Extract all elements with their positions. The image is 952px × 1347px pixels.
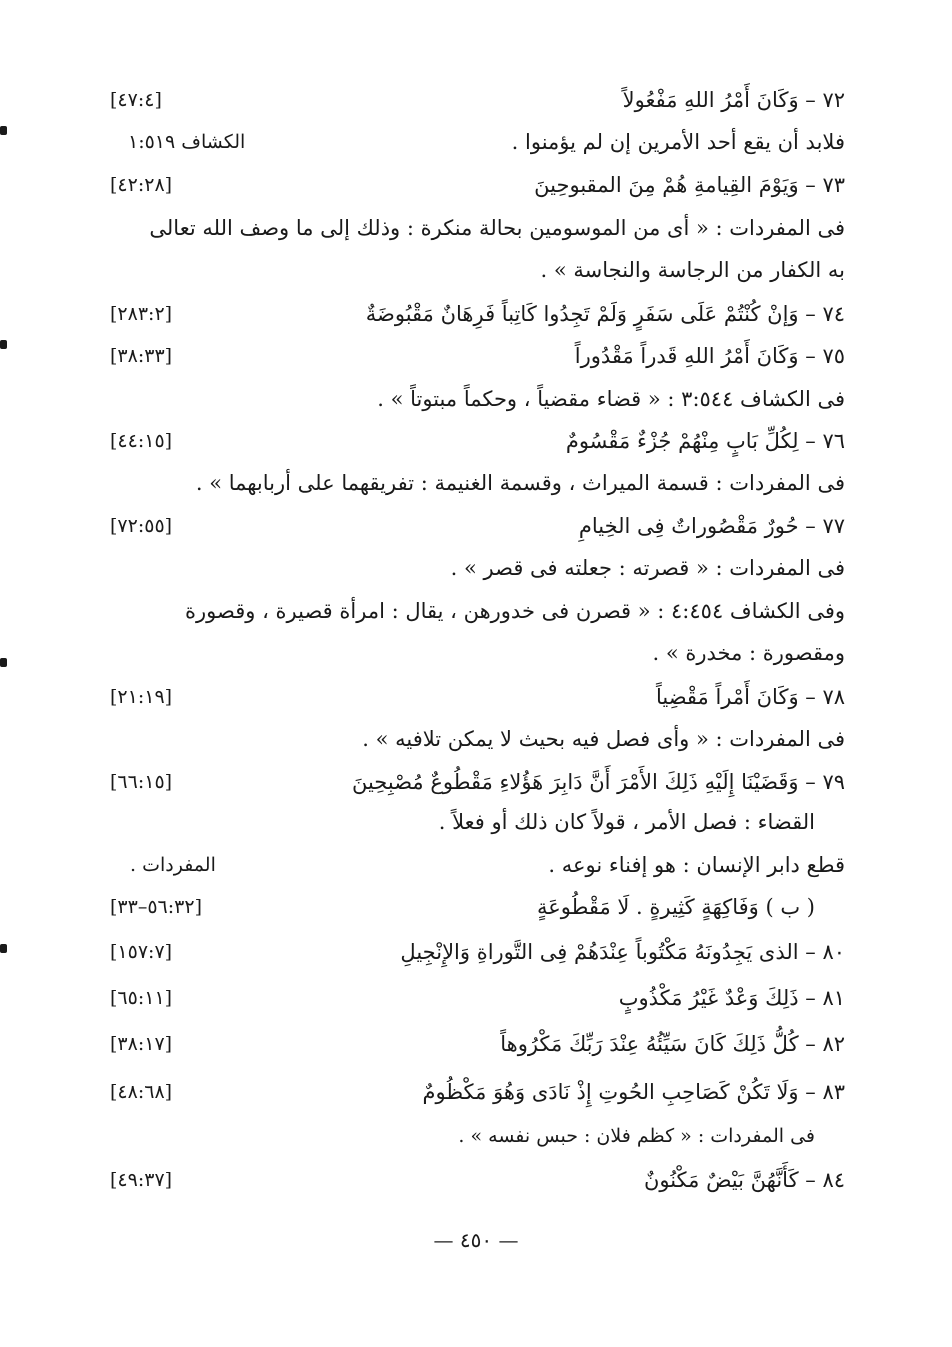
line-text: ٧٦ – لِكُلِّ بَابٍ مِنْهُمْ جُزْءٌ مَقْسُومٌ (565, 429, 845, 453)
binding-mark (0, 944, 7, 953)
text-line (110, 80, 845, 120)
side-note: المفردات . (130, 854, 216, 876)
line-text: ٧٤ – وَإنْ كُنْتُمْ عَلَى سَفَرٍ وَلَمْ تَجِدُوا كَاتِباً فَرِهَانٌ مَقْبُوضَةٌ (365, 302, 845, 326)
text-line (110, 887, 845, 927)
line-text: ٨١ – ذَلِكَ وَعْدٌ غَيْرُ مَكْذُوبٍ (618, 986, 845, 1010)
text-line (110, 1160, 845, 1200)
reference: [٣٨:٣٣] (110, 345, 173, 367)
text-line (110, 250, 845, 290)
line-text: ٧٥ – وَكَانَ أَمْرُ اللهِ قَدراً مَقْدُوراً (574, 344, 845, 368)
line-text: وفى الكشاف ٤:٤٥٤ : « قصرن فى خدورهن ، يقال : امرأة قصيرة ، وقصورة (185, 599, 845, 623)
text-line (110, 978, 845, 1018)
line-text: ٧٢ – وَكَانَ أَمْرُ اللهِ مَفْعُولاً (622, 88, 845, 112)
reference: [٦٥:١١] (110, 987, 173, 1009)
line-text: ٧٩ – وَقَضَيْنَا إِلَيْهِ ذَلِكَ الأَمْرَ أَنَّ دَابِرَ هَؤُلاءِ مَقْطُوعٌ مُصْبِحِينَ (351, 770, 845, 794)
text-line (110, 1072, 845, 1112)
text-line (110, 421, 845, 461)
line-text: فى المفردات : قسمة الميراث ، وقسمة الغنيمة : تفريقهما على أربابهما » . (195, 471, 845, 495)
text-line (110, 336, 845, 376)
line-text: فى المفردات : « قصرته : جعلته فى قصر » . (450, 556, 845, 580)
text-line (110, 294, 845, 334)
line-text: فى المفردات : « أى من الموسومين بحالة منكرة : وذلك إلى ما وصف الله تعالى (149, 216, 845, 240)
line-text: ٨٢ – كُلُّ ذَلِكَ كَانَ سَيِّئُهُ عِنْدَ رَبِّكَ مَكْرُوهاً (500, 1032, 845, 1056)
line-text: فلابد أن يقع أحد الأمرين إن لم يؤمنوا . (511, 130, 845, 154)
text-line (110, 845, 845, 885)
reference: [٤٨:٦٨] (110, 1081, 173, 1103)
text-line (110, 208, 845, 248)
text-line (110, 591, 845, 631)
reference: [٦٦:١٥] (110, 771, 173, 793)
line-text: ٨٤ – كَأَنَّهُنَّ بَيْضٌ مَكْنُونٌ (643, 1168, 845, 1192)
binding-mark (0, 126, 7, 135)
text-line (110, 379, 845, 419)
text-line (110, 633, 845, 673)
binding-mark (0, 658, 7, 667)
line-text: فى الكشاف ٣:٥٤٤ : « قضاء مقضياً ، وحكماً مبتوتاً » . (377, 387, 845, 411)
reference: [٢١:١٩] (110, 686, 173, 708)
line-text: ( ب ) وَفَاكِهَةٍ كَثِيرةٍ . لَا مَقْطُوعَةٍ (536, 895, 815, 919)
line-text: به الكفار من الرجاسة والنجاسة » . (540, 258, 845, 282)
text-line (110, 932, 845, 972)
line-text: القضاء : فصل الأمر ، قولاً كان ذلك أو فعلاً . (438, 810, 815, 834)
reference: [١٥٧:٧] (110, 941, 173, 963)
line-text: ٧٨ – وَكَانَ أَمْراً مَقْضِياً (655, 685, 845, 709)
text-line (110, 122, 845, 162)
text-line (110, 677, 845, 717)
line-text: فى المفردات : « كظم فلان : حبس نفسه » . (458, 1125, 815, 1147)
text-line (110, 1024, 845, 1064)
reference: [٤٤:١٥] (110, 430, 173, 452)
line-text: قطع دابر الإنسان : هو إفناء نوعه . (548, 853, 845, 877)
text-line (110, 1116, 845, 1156)
binding-mark (0, 340, 7, 349)
page-number: — ٤٥٠ — (433, 1228, 519, 1252)
text-line (110, 762, 845, 802)
text-line (110, 719, 845, 759)
text-line (110, 548, 845, 588)
text-line (110, 165, 845, 205)
text-line (110, 802, 845, 842)
reference: [٧٢:٥٥] (110, 515, 173, 537)
reference: [٤٩:٣٧] (110, 1169, 173, 1191)
line-text: ٧٣ – وَيَوْمَ القِيامةِ هُمْ مِنَ المقبوحِينَ (534, 173, 845, 197)
line-text: ٨٠ – الذى يَجِدُونَهُ مَكْتُوباً عِنْدَهُمْ فِى التَّوراةِ وَالإِنْجِيلِ (400, 940, 845, 964)
reference: [٤٧:٤] (110, 89, 162, 111)
reference: [٥٦:٣٢–٣٣] (110, 896, 202, 918)
reference: [٤٢:٢٨] (110, 174, 173, 196)
text-line (110, 506, 845, 546)
line-text: ومقصورة : مخدرة » . (652, 641, 845, 665)
reference: [٢٨٣:٢] (110, 303, 173, 325)
line-text: ٨٣ – وَلَا تَكُنْ كَصَاحِبِ الحُوتِ إِذْ نَادَى وَهُوَ مَكْظُومٌ (422, 1080, 845, 1104)
line-text: ٧٧ – حُورٌ مَقْصُوراتٌ فِى الخِيامِ (578, 514, 845, 538)
line-text: فى المفردات : « وأى فصل فيه بحيث لا يمكن تلافيه » . (362, 727, 845, 751)
reference: [٣٨:١٧] (110, 1033, 173, 1055)
text-line (110, 463, 845, 503)
side-note: الكشاف ١:٥١٩ (128, 131, 246, 153)
